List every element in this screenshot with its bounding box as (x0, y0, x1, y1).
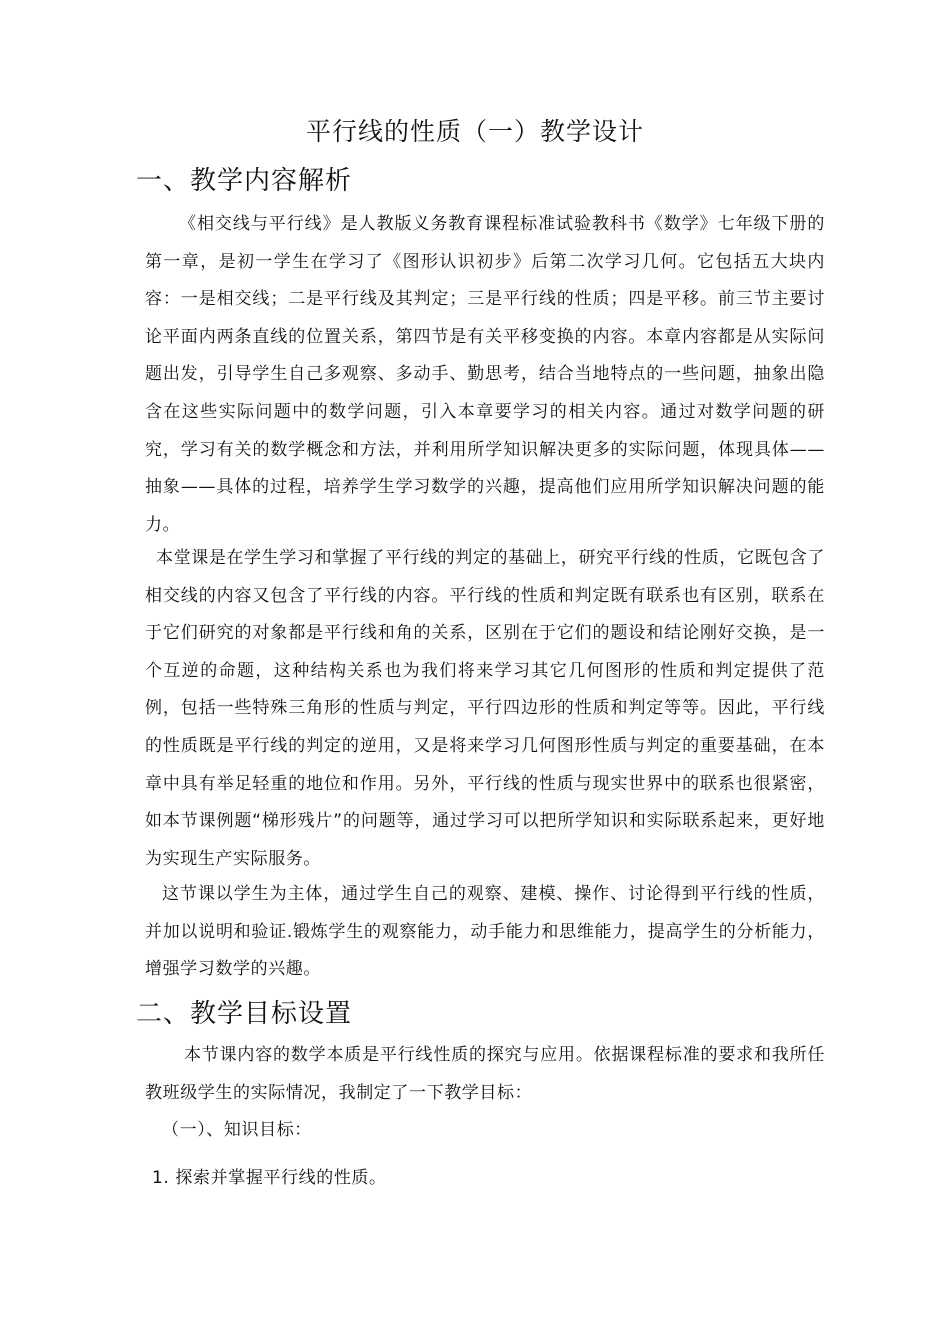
knowledge-objectives-heading: （一）、知识目标： (162, 1120, 312, 1140)
paragraph: 本节课内容的数学本质是平行线性质的探究与应用。依据课程标准的要求和我所任教班级学生的实际情况，我制定了一下教学目标： (145, 1045, 825, 1103)
paragraph: 《相交线与平行线》是人教版义务教育课程标准试验教科书《数学》七年级下册的第一章，是初一学生在学习了《图形认识初步》后第二次学习几何。它包括五大块内容：一是相交线；二是平行线及其判定；三是平行线的性质；四是平移。前三节主要讨论平面内两条直线的位置关系，第四节是有关平移变换的内容。本章内容都是从实际问题出发，引导学生自己多观察、多动手、勤思考，结合当地特点的一些问题，抽象出隐含在这些实际问题中的数学问题，引入本章要学习的相关内容。通过对数学问题的研究，学习有关的数学概念和方法，并利用所学知识解决更多的实际问题，体现具体——抽象——具体的过程，培养学生学习数学的兴趣，提高他们应用所学知识解决问题的能力。 (145, 214, 825, 535)
list-item: 1. 探索并掌握平行线的性质。 (152, 1168, 387, 1188)
paragraph: 本堂课是在学生学习和掌握了平行线的判定的基础上，研究平行线的性质，它既包含了相交线的内容又包含了平行线的内容。平行线的性质和判定既有联系也有区别，联系在于它们研究的对象都是平行线和角的关系，区别在于它们的题设和结论刚好交换，是一个互逆的命题，这种结构关系也为我们将来学习其它几何图形的性质和判定提供了范例，包括一些特殊三角形的性质与判定，平行四边形的性质和判定等等。因此，平行线的性质既是平行线的判定的逆用，又是将来学习几何图形性质与判定的重要基础，在本章中具有举足轻重的地位和作用。另外，平行线的性质与现实世界中的联系也很紧密，如本节课例题“梯形残片”的问题等，通过学习可以把所学知识和实际联系起来，更好地为实现生产实际服务。 (145, 548, 825, 869)
paragraph: 这节课以学生为主体，通过学生自己的观察、建模、操作、讨论得到平行线的性质，并加以说明和验证.锻炼学生的观察能力，动手能力和思维能力，提高学生的分析能力，增强学习数学的兴趣。 (145, 884, 825, 980)
section-heading-teaching-objectives: 二、教学目标设置 (136, 999, 353, 1029)
document-title: 平行线的性质（一）教学设计 (305, 117, 644, 146)
section-heading-content-analysis: 一、教学内容解析 (136, 166, 353, 196)
